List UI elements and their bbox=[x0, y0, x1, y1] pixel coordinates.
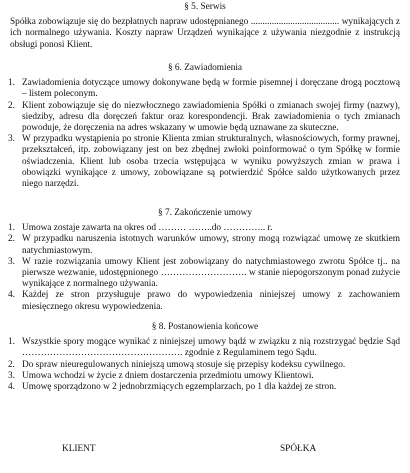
item-text: Klient zobowiązuje się do niezwłocznego zawiadomienia Spółki o zmianach swojej firmy (nazwy), siedziby, adresu dla doręczeń faktur oraz korespondencji. Brak zawiadomienia o tych zmianach powoduje, że doręczenia na adres wskazany w umowie będą uznawane za skuteczne. bbox=[22, 100, 400, 134]
signature-client-label: KLIENT bbox=[62, 444, 96, 454]
numbered-list bbox=[0, 78, 410, 190]
list-item bbox=[0, 234, 410, 256]
section-termination bbox=[0, 208, 410, 313]
item-text: W przypadku wystąpienia po stronie Klienta zmian strukturalnych, własnościowych, formy prawnej, przekształceń, itp. zobowiązany jest on bez zbędnej zwłoki poinformować o tym Spółkę w formie oświadczenia. Klient lub osoba trzecia wstępująca w wyniku powyższych zmian w prawa i obowiązki wynikające z umowy, zobowiązane są potwierdzić Spółce saldo użytkowanych przez niego narzędzi. bbox=[22, 134, 400, 190]
item-text: Do spraw nieuregulowanych niniejszą umową stosuje się przepisy kodeksu cywilnego. bbox=[22, 359, 346, 370]
item-number: 4. bbox=[8, 290, 15, 301]
item-number: 1. bbox=[8, 78, 15, 89]
item-text: Zawiadomienia dotyczące umowy dokonywane będą w formie pisemnej i doręczane drogą pocztową – listem poleconym. bbox=[22, 78, 400, 100]
item-number: 4. bbox=[8, 382, 15, 393]
item-number: 2. bbox=[8, 359, 15, 370]
item-text: Umowa wchodzi w życie z dniem dostarczenia przedmiotu umowy Klientowi. bbox=[22, 370, 314, 381]
item-number: 1. bbox=[8, 223, 15, 234]
numbered-list bbox=[0, 223, 410, 313]
list-item bbox=[0, 134, 410, 190]
list-item bbox=[0, 371, 410, 382]
list-item bbox=[0, 382, 410, 393]
section-title: § 5. Serwis bbox=[184, 2, 226, 12]
item-number: 3. bbox=[8, 134, 15, 145]
item-number: 2. bbox=[8, 100, 15, 111]
item-number: 2. bbox=[8, 234, 15, 245]
section-title: § 7. Zakończenie umowy bbox=[158, 208, 252, 218]
list-item bbox=[0, 78, 410, 100]
section-final-provisions bbox=[0, 322, 410, 393]
item-text: Wszystkie spory mogące wynikać z niniejszej umowy bądź w związku z nią rozstrzygać będzie Sąd ……………………………………………. zgodnie z Regulaminem tego Sądu. bbox=[22, 337, 400, 359]
signature-company-label: SPÓŁKA bbox=[280, 444, 317, 454]
list-item bbox=[0, 257, 410, 291]
section-paragraph: Spółka zobowiązuje się do bezpłatnych napraw udostępnianego ...................................... wynikających z ich normalnego używania. Koszty napraw Urządzeń wynikające z używania niezgodnie z instrukcją obsługi ponosi Klient. bbox=[10, 17, 400, 50]
item-text: W razie rozwiązania umowy Klient jest zobowiązany do natychmiastowego zwrotu Spółce tj.. na pierwsze wezwanie, udostępnionego ………………………. w stanie niepogorszonym ponad zużycie wynikające z normalnego używania. bbox=[22, 256, 400, 290]
item-text: W przypadku naruszenia istotnych warunków umowy, strony mogą rozwiązać umowę ze skutkiem natychmiastowym. bbox=[22, 234, 400, 256]
numbered-list bbox=[0, 337, 410, 393]
list-item bbox=[0, 101, 410, 135]
list-item bbox=[0, 290, 410, 312]
section-title: § 6. Zawiadomienia bbox=[167, 63, 243, 73]
list-item bbox=[0, 337, 410, 359]
item-text: Każdej ze stron przysługuje prawo do wypowiedzenia niniejszej umowy z zachowaniem miesięcznego okresu wypowiedzenia. bbox=[22, 290, 400, 312]
list-item bbox=[0, 223, 410, 234]
item-number: 1. bbox=[8, 337, 15, 348]
item-text: Umowę sporządzono w 2 jednobrzmiących egzemplarzach, po 1 dla każdej ze stron. bbox=[22, 382, 337, 393]
section-service bbox=[0, 2, 410, 51]
list-item bbox=[0, 360, 410, 371]
section-title: § 8. Postanowienia końcowe bbox=[151, 322, 259, 332]
item-number: 3. bbox=[8, 370, 15, 381]
section-notifications bbox=[0, 63, 410, 190]
item-number: 3. bbox=[8, 256, 15, 267]
item-text: Umowa zostaje zawarta na okres od ……… ……..do ………….. r. bbox=[22, 223, 273, 234]
